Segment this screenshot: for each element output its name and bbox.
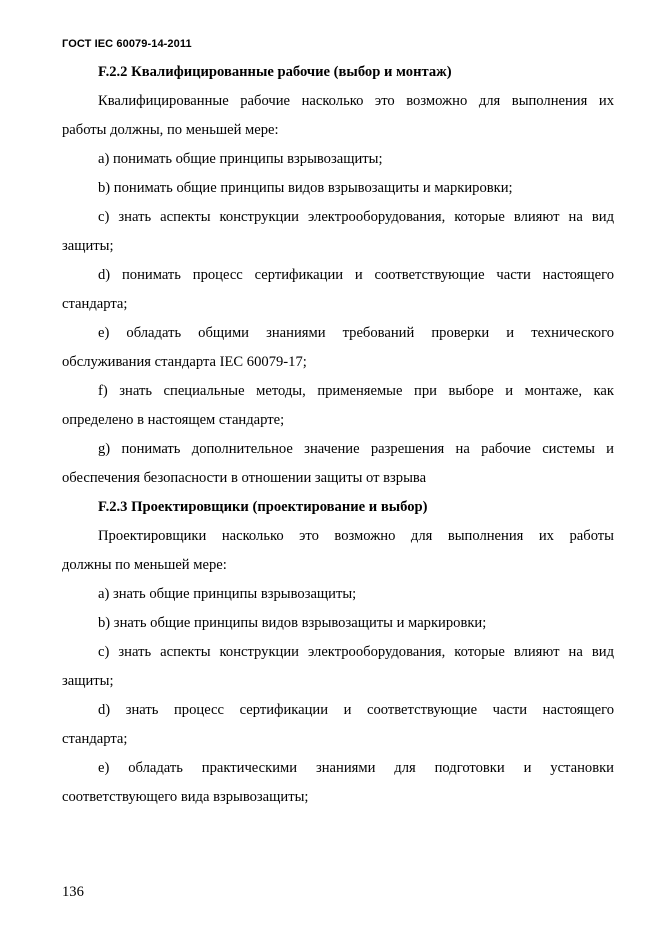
text-line: e) обладать практическими знаниями для подготовки и установки (98, 760, 614, 776)
list-item-f22-b (62, 174, 614, 203)
text-line: a) понимать общие принципы взрывозащиты; (98, 151, 383, 167)
text-line: стандарта; (62, 731, 128, 747)
text-line: b) знать общие принципы видов взрывозащиты и маркировки; (98, 615, 487, 631)
text-line: Квалифицированные рабочие насколько это возможно для выполнения их (98, 93, 614, 109)
list-item-f22-e (62, 319, 614, 377)
text-line: a) знать общие принципы взрывозащиты; (98, 586, 357, 602)
list-item-f23-e (62, 754, 614, 812)
section-heading-f23: F.2.3 Проектировщики (проектирование и выбор) (98, 499, 428, 515)
text-line: должны по меньшей мере: (62, 557, 227, 573)
text-line: защиты; (62, 238, 114, 254)
text-line: c) знать аспекты конструкции электрооборудования, которые влияют на вид (98, 644, 614, 660)
list-item-f22-a (62, 145, 614, 174)
text-line: соответствующего вида взрывозащиты; (62, 789, 309, 805)
text-line: обеспечения безопасности в отношении защиты от взрыва (62, 470, 427, 486)
text-line: определено в настоящем стандарте; (62, 412, 285, 428)
text-line: f) знать специальные методы, применяемые при выборе и монтаже, как (98, 383, 614, 399)
list-item-f22-d (62, 261, 614, 319)
text-line: защиты; (62, 673, 114, 689)
text-line: g) понимать дополнительное значение разрешения на рабочие системы и (98, 441, 614, 457)
text-line: обслуживания стандарта IEC 60079-17; (62, 354, 307, 370)
list-item-f22-g (62, 435, 614, 493)
list-item-f22-f (62, 377, 614, 435)
standard-header: ГОСТ IEC 60079-14-2011 (62, 38, 192, 50)
list-item-f23-a (62, 580, 614, 609)
paragraph-f22-intro (62, 87, 614, 145)
paragraph-f23-intro (62, 522, 614, 580)
page-body (62, 58, 614, 812)
text-line: Проектировщики насколько это возможно для выполнения их работы (98, 528, 614, 544)
list-item-f22-c (62, 203, 614, 261)
text-line: стандарта; (62, 296, 128, 312)
list-item-f23-d (62, 696, 614, 754)
section-heading-f22: F.2.2 Квалифицированные рабочие (выбор и монтаж) (98, 64, 452, 80)
text-line: d) понимать процесс сертификации и соответствующие части настоящего (98, 267, 614, 283)
text-line: c) знать аспекты конструкции электрооборудования, которые влияют на вид (98, 209, 614, 225)
list-item-f23-b (62, 609, 614, 638)
text-line: b) понимать общие принципы видов взрывозащиты и маркировки; (98, 180, 513, 196)
list-item-f23-c (62, 638, 614, 696)
text-line: e) обладать общими знаниями требований проверки и технического (98, 325, 614, 341)
text-line: работы должны, по меньшей мере: (62, 122, 279, 138)
text-line: d) знать процесс сертификации и соответствующие части настоящего (98, 702, 614, 718)
page-number: 136 (62, 884, 84, 900)
